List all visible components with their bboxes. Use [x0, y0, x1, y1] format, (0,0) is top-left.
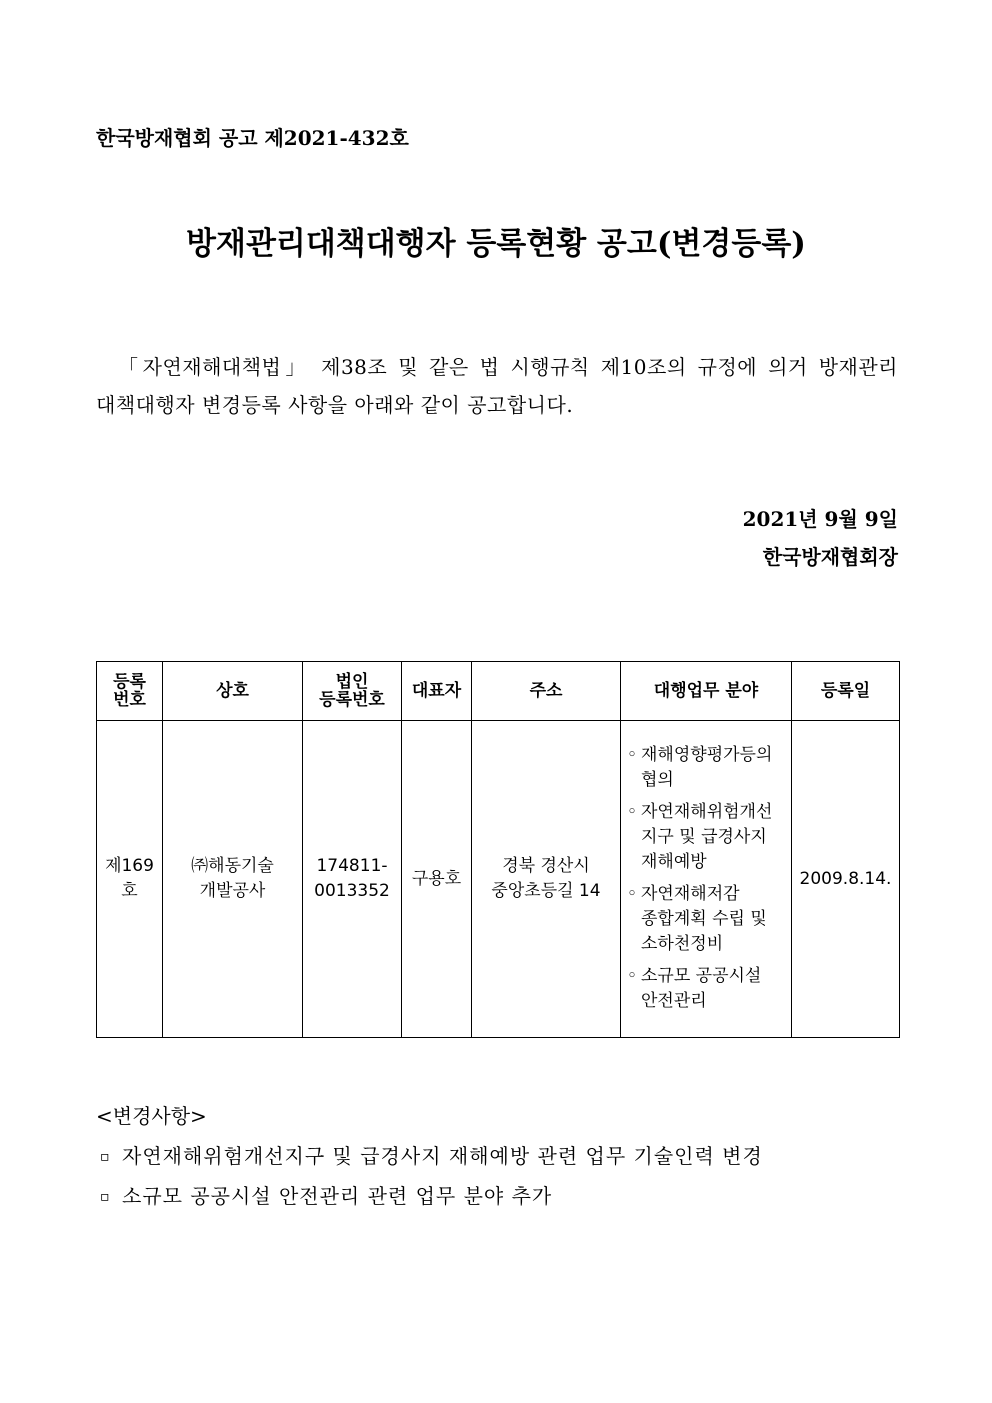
list-item [627, 800, 787, 875]
header-reg-no-line-2: 번호 [113, 690, 146, 710]
intro-line-1: 「자연재해대책법」 제38조 및 같은 법 시행규칙 제10조의 규정에 의거 방재관리 [118, 355, 898, 379]
header-ceo: 대표자 [402, 662, 472, 721]
header-address: 주소 [472, 662, 621, 721]
page-title: 방재관리대책대행자 등록현황 공고(변경등록) [186, 226, 806, 262]
registration-table [96, 661, 900, 1038]
field-2-line-1: 자연재해위험개선 [641, 801, 773, 822]
fields-list [621, 743, 791, 1014]
company-line-2: 개발공사 [199, 881, 266, 901]
cell-address [472, 721, 621, 1038]
cell-ceo: 구용호 [402, 721, 472, 1038]
change-item-2-text: 소규모 공공시설 안전관리 관련 업무 분야 추가 [122, 1184, 553, 1208]
issuer-name: 한국방재협회장 [762, 545, 898, 569]
corp-no-line-1: 174811- [316, 856, 388, 876]
change-item-1 [100, 1140, 763, 1169]
intro-paragraph [96, 348, 898, 424]
header-corp-no-line-1: 법인 [335, 672, 369, 692]
cell-reg-no: 제169호 [97, 721, 163, 1038]
field-1-line-2: 협의 [641, 769, 674, 790]
cell-fields [621, 721, 792, 1038]
table-row [97, 721, 900, 1038]
bullet-square-icon: ▫ [100, 1149, 111, 1165]
change-item-2 [100, 1180, 552, 1209]
field-4-line-1: 소규모 공공시설 [641, 965, 762, 986]
company-line-1: ㈜해동기술 [191, 856, 274, 876]
field-2-line-3: 재해예방 [641, 851, 707, 872]
notice-date: 2021년 9월 9일 [742, 507, 898, 531]
address-line-2: 중앙초등길 14 [491, 881, 601, 901]
field-3-line-3: 소하천정비 [641, 933, 724, 954]
corp-no-line-2: 0013352 [314, 881, 390, 901]
field-2-line-2: 지구 및 급경사지 [641, 826, 767, 847]
header-company: 상호 [163, 662, 303, 721]
header-reg-no [97, 662, 163, 721]
intro-line-2: 대책대행자 변경등록 사항을 아래와 같이 공고합니다. [96, 393, 574, 417]
header-reg-date: 등록일 [792, 662, 900, 721]
header-corp-no-line-2: 등록번호 [319, 690, 385, 710]
header-fields: 대행업무 분야 [621, 662, 792, 721]
cell-corp-no [303, 721, 402, 1038]
table-header-row [97, 662, 900, 721]
cell-company [163, 721, 303, 1038]
cell-reg-date: 2009.8.14. [792, 721, 900, 1038]
field-4-line-2: 안전관리 [641, 990, 707, 1011]
header-corp-no [303, 662, 402, 721]
bullet-square-icon: ▫ [100, 1189, 111, 1205]
field-3-line-2: 종합계획 수립 및 [641, 908, 767, 929]
list-item [627, 964, 787, 1014]
change-item-1-text: 자연재해위험개선지구 및 급경사지 재해예방 관련 업무 기술인력 변경 [122, 1144, 763, 1168]
notice-number: 한국방재협회 공고 제2021-432호 [96, 126, 409, 150]
address-line-1: 경북 경산시 [502, 856, 590, 876]
list-item [627, 882, 787, 957]
field-3-line-1: 자연재해저감 [641, 883, 740, 904]
header-reg-no-line-1: 등록 [113, 672, 146, 692]
field-1-line-1: 재해영향평가등의 [641, 744, 773, 765]
changes-heading: <변경사항> [96, 1104, 207, 1128]
list-item [627, 743, 787, 793]
